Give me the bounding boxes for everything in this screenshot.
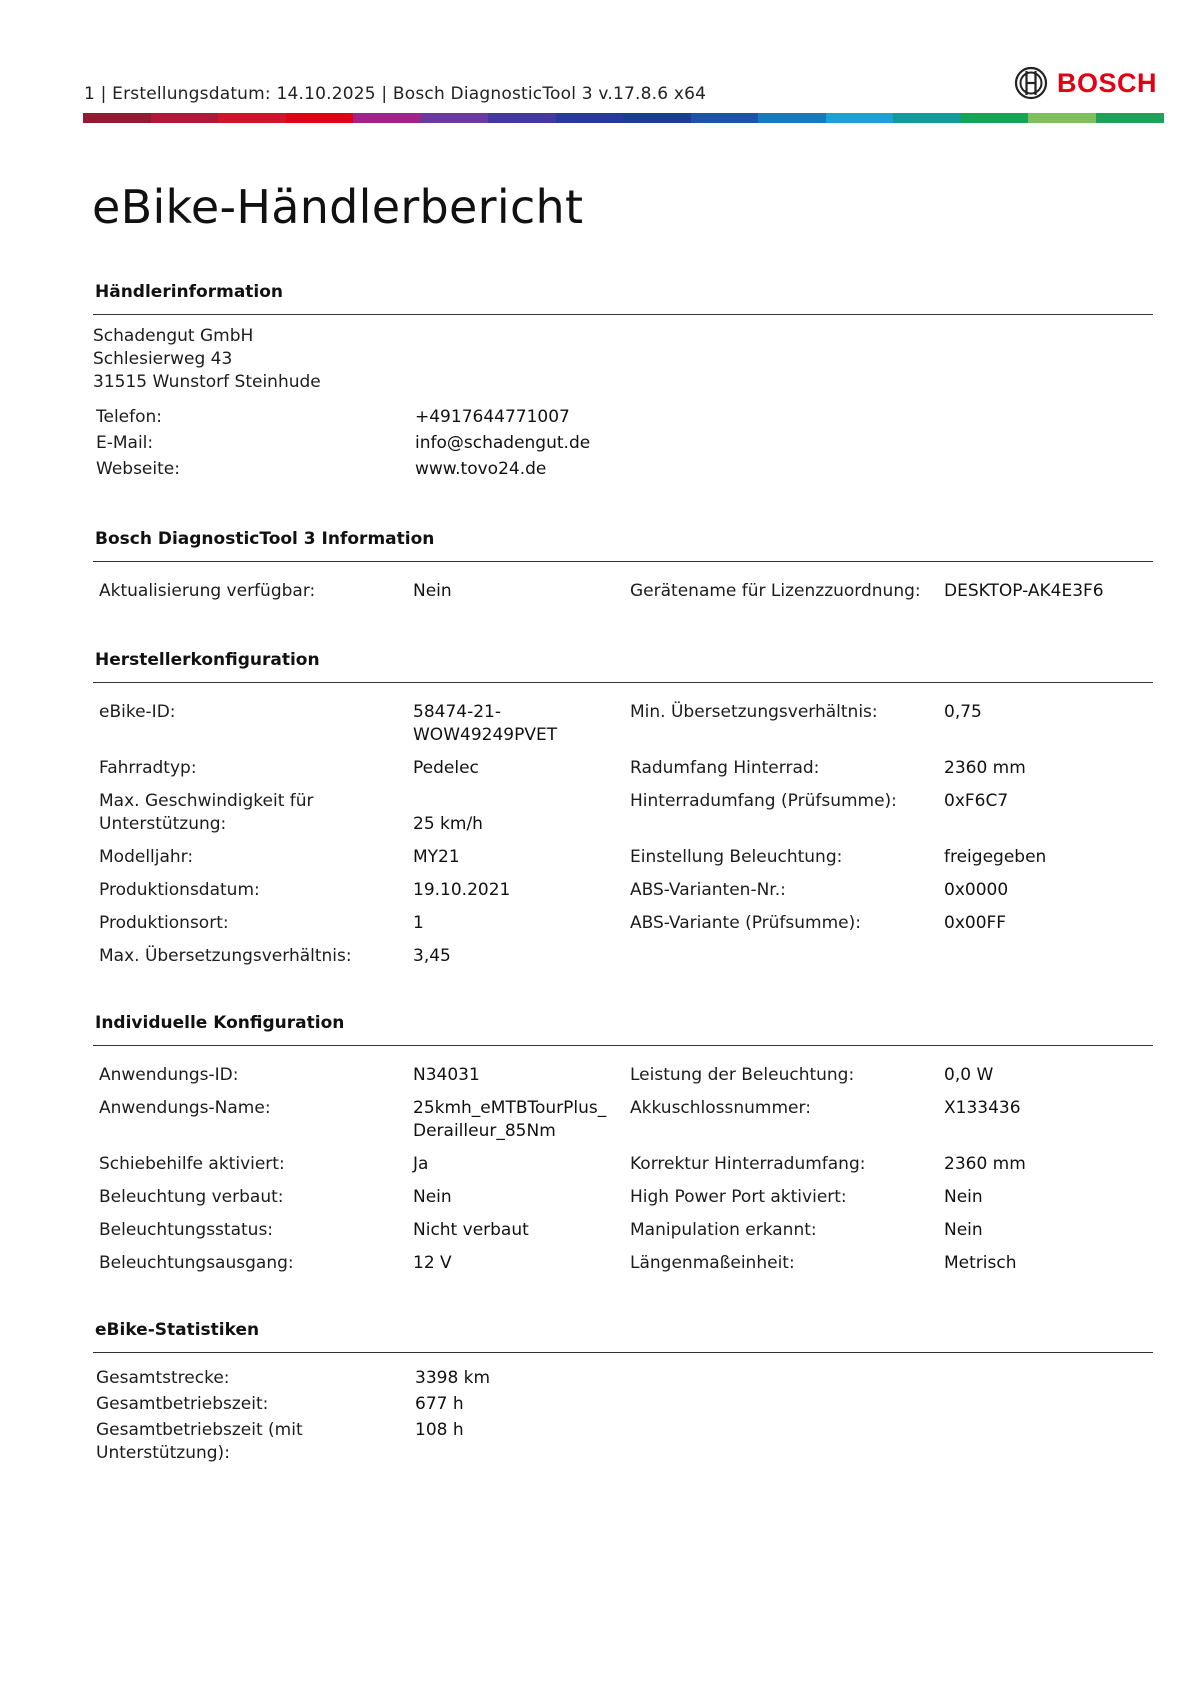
field-value: 12 V <box>413 1253 452 1273</box>
contact-label: Telefon: <box>96 407 163 427</box>
manufacturer-section <box>93 650 1153 683</box>
stripe-segment <box>218 113 287 123</box>
dealer-city: 31515 Wunstorf Steinhude <box>93 372 321 392</box>
field-value: 1 <box>413 913 424 933</box>
report-header: 1 | Erstellungsdatum: 14.10.2025 | Bosch DiagnosticTool 3 v.17.8.6 x64 <box>84 84 707 104</box>
field-label: Längenmaßeinheit: <box>630 1253 795 1273</box>
field-label: eBike-ID: <box>99 702 176 722</box>
section-heading: eBike-Statistiken <box>95 1320 260 1340</box>
field-label: Produktionsdatum: <box>99 880 260 900</box>
section-divider <box>93 314 1153 315</box>
field-label: High Power Port aktiviert: <box>630 1187 847 1207</box>
field-value: Metrisch <box>944 1253 1017 1273</box>
stripe-segment <box>151 113 220 123</box>
field-value: Nein <box>413 1187 452 1207</box>
stripe-segment <box>826 113 895 123</box>
field-label: Max. Geschwindigkeit für Unterstützung: <box>99 791 314 834</box>
field-label: Hinterradumfang (Prüfsumme): <box>630 791 897 811</box>
field-label: Leistung der Beleuchtung: <box>630 1065 855 1085</box>
dealer-section <box>93 282 1153 315</box>
stripe-segment <box>556 113 625 123</box>
field-value: Nein <box>413 581 452 601</box>
stripe-segment <box>353 113 422 123</box>
stripe-segment <box>83 113 152 123</box>
stripe-segment <box>961 113 1030 123</box>
field-value: X133436 <box>944 1098 1021 1118</box>
field-label: Modelljahr: <box>99 847 194 867</box>
section-heading: Händlerinformation <box>95 282 284 302</box>
field-value: 3,45 <box>413 946 451 966</box>
section-divider <box>93 561 1153 562</box>
field-label: Aktualisierung verfügbar: <box>99 581 316 601</box>
contact-phone: +4917644771007 <box>415 407 570 427</box>
contact-website: www.tovo24.de <box>415 459 547 479</box>
field-value: Pedelec <box>413 758 479 778</box>
section-heading: Individuelle Konfiguration <box>95 1013 345 1033</box>
field-label: Min. Übersetzungsverhältnis: <box>630 702 878 722</box>
section-divider <box>93 1352 1153 1353</box>
section-divider <box>93 682 1153 683</box>
contact-label: Webseite: <box>96 459 180 479</box>
field-value: 0,75 <box>944 702 982 722</box>
page-title: eBike-Händlerbericht <box>92 180 584 234</box>
dealer-street: Schlesierweg 43 <box>93 349 233 369</box>
field-value: MY21 <box>413 847 460 867</box>
dealer-name: Schadengut GmbH <box>93 326 254 346</box>
field-value: 0,0 W <box>944 1065 994 1085</box>
field-label: Beleuchtungsausgang: <box>99 1253 294 1273</box>
field-label: Schiebehilfe aktiviert: <box>99 1154 285 1174</box>
field-value: 58474-21- WOW49249PVET <box>413 702 558 745</box>
tool-section <box>93 529 1153 562</box>
field-label: Beleuchtung verbaut: <box>99 1187 284 1207</box>
field-label: Max. Übersetzungsverhältnis: <box>99 946 352 966</box>
field-value: 2360 mm <box>944 758 1026 778</box>
field-label: Einstellung Beleuchtung: <box>630 847 843 867</box>
field-label: Fahrradtyp: <box>99 758 197 778</box>
bosch-armature-icon <box>1014 66 1048 100</box>
stat-label: Gesamtbetriebszeit: <box>96 1394 269 1414</box>
stats-section <box>93 1320 1153 1353</box>
field-value: N34031 <box>413 1065 480 1085</box>
field-value: Nicht verbaut <box>413 1220 529 1240</box>
bosch-wordmark: BOSCH <box>1057 67 1158 98</box>
stripe-segment <box>893 113 962 123</box>
field-label: Manipulation erkannt: <box>630 1220 817 1240</box>
field-value: Ja <box>413 1154 429 1174</box>
stripe-segment <box>421 113 490 123</box>
field-label: Anwendungs-Name: <box>99 1098 271 1118</box>
section-heading: Herstellerkonfiguration <box>95 650 320 670</box>
field-label: Gerätename für Lizenzzuordnung: <box>630 581 921 601</box>
field-value: 0x0000 <box>944 880 1009 900</box>
field-value: 0xF6C7 <box>944 791 1009 811</box>
stat-label: Gesamtbetriebszeit (mit Unterstützung): <box>96 1420 303 1463</box>
field-label: Akkuschlossnummer: <box>630 1098 811 1118</box>
stripe-segment <box>758 113 827 123</box>
stripe-segment <box>1028 113 1097 123</box>
stat-value: 3398 km <box>415 1368 491 1388</box>
field-label: ABS-Variante (Prüfsumme): <box>630 913 861 933</box>
field-label: Beleuchtungsstatus: <box>99 1220 274 1240</box>
stat-value: 677 h <box>415 1394 464 1414</box>
section-divider <box>93 1045 1153 1046</box>
stripe-segment <box>691 113 760 123</box>
field-value: Nein <box>944 1187 983 1207</box>
field-value: 25 km/h <box>413 814 483 834</box>
field-label: Produktionsort: <box>99 913 229 933</box>
stat-label: Gesamtstrecke: <box>96 1368 230 1388</box>
stripe-segment <box>623 113 692 123</box>
section-heading: Bosch DiagnosticTool 3 Information <box>95 529 435 549</box>
bosch-logo <box>1014 66 1157 100</box>
field-value: Nein <box>944 1220 983 1240</box>
stripe-segment <box>488 113 557 123</box>
brand-color-stripe <box>83 113 1163 123</box>
field-value: 19.10.2021 <box>413 880 511 900</box>
stripe-segment <box>1096 113 1165 123</box>
field-label: Radumfang Hinterrad: <box>630 758 820 778</box>
field-label: Anwendungs-ID: <box>99 1065 239 1085</box>
field-value: 2360 mm <box>944 1154 1026 1174</box>
contact-label: E-Mail: <box>96 433 154 453</box>
field-value: 0x00FF <box>944 913 1007 933</box>
field-label: ABS-Varianten-Nr.: <box>630 880 786 900</box>
field-value: DESKTOP-AK4E3F6 <box>944 581 1104 601</box>
field-label: Korrektur Hinterradumfang: <box>630 1154 866 1174</box>
field-value: 25kmh_eMTBTourPlus_ Derailleur_85Nm <box>413 1098 607 1141</box>
individual-section <box>93 1013 1153 1046</box>
stat-value: 108 h <box>415 1420 464 1440</box>
stripe-segment <box>286 113 355 123</box>
field-value: freigegeben <box>944 847 1047 867</box>
contact-email: info@schadengut.de <box>415 433 591 453</box>
